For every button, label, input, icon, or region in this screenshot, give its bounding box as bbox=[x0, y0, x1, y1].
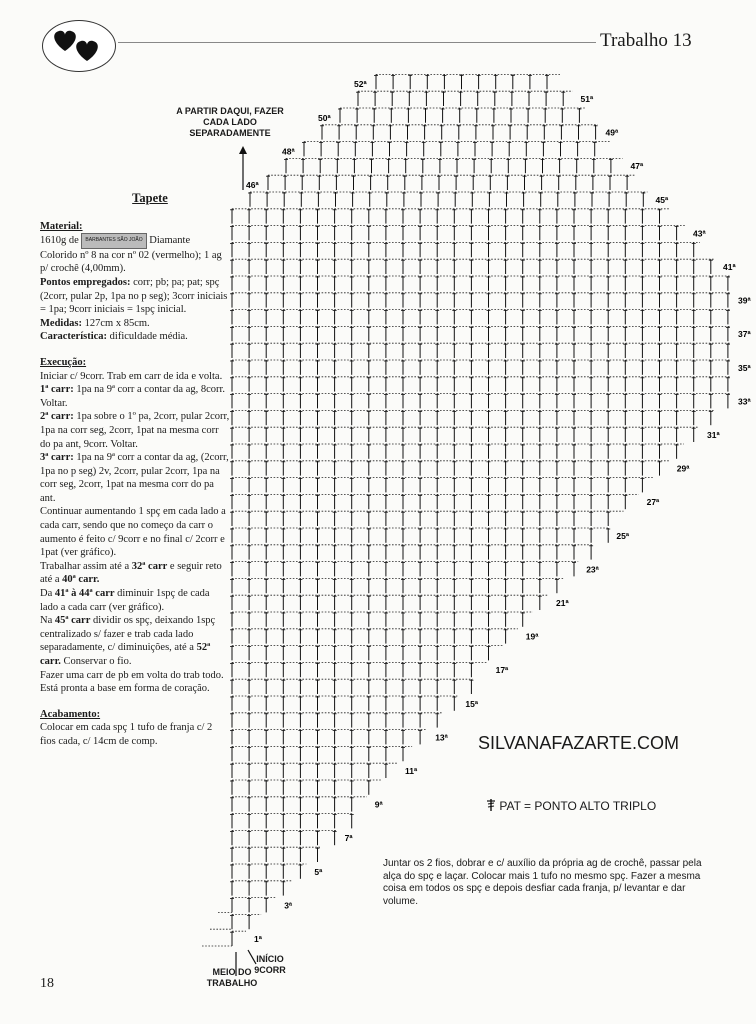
grid-row bbox=[230, 394, 730, 409]
grid-row bbox=[230, 914, 261, 929]
grid-row bbox=[230, 310, 730, 325]
grid-row bbox=[230, 763, 397, 778]
middle-label: MEIO DO TRABALHO bbox=[206, 967, 258, 988]
material-heading: Material: bbox=[40, 220, 83, 232]
row-label: 41ª bbox=[723, 262, 736, 272]
grid-row bbox=[230, 377, 730, 392]
grid-row bbox=[230, 713, 442, 728]
grid-row bbox=[230, 545, 593, 560]
row-label: 25ª bbox=[616, 530, 630, 541]
division-arrow-head bbox=[239, 146, 247, 154]
grid-row bbox=[266, 175, 635, 190]
row-label: 50ª bbox=[318, 112, 331, 123]
row-label: 43ª bbox=[693, 228, 706, 239]
grid-row bbox=[230, 209, 670, 224]
grid-row bbox=[320, 125, 598, 140]
row-label: 37ª bbox=[738, 329, 751, 340]
grid-row bbox=[230, 410, 714, 425]
grid-row bbox=[302, 142, 610, 157]
page-title: Trabalho 13 bbox=[600, 30, 692, 51]
grid-row bbox=[284, 158, 623, 173]
row-label: 3ª bbox=[284, 900, 293, 911]
row-label: 21ª bbox=[556, 598, 569, 608]
grid-row bbox=[230, 326, 730, 341]
row-label: 17ª bbox=[495, 665, 509, 676]
execution-heading: Execução: bbox=[40, 356, 87, 368]
grid-row bbox=[230, 343, 730, 358]
grid-row bbox=[230, 931, 246, 946]
grid-row bbox=[230, 478, 654, 493]
grid-row bbox=[230, 595, 548, 610]
grid-row bbox=[230, 847, 322, 862]
row-label: 29ª bbox=[676, 463, 690, 474]
page-number: 18 bbox=[40, 976, 54, 991]
grid-row bbox=[230, 276, 730, 291]
row-label: 49ª bbox=[605, 127, 619, 138]
grid-row bbox=[230, 461, 669, 476]
pat-symbol bbox=[486, 798, 496, 812]
row-label: 33ª bbox=[738, 396, 751, 407]
finish-heading: Acabamento: bbox=[40, 708, 101, 720]
top-note: A PARTIR DAQUI, FAZER CADA LADO SEPARADAMENTE bbox=[176, 106, 284, 138]
grid-row bbox=[230, 259, 715, 274]
row-label: 35ª bbox=[738, 362, 751, 373]
row-label: 48ª bbox=[282, 146, 295, 157]
grid-row bbox=[230, 746, 412, 761]
grid-row bbox=[230, 830, 337, 845]
grid-row bbox=[374, 74, 560, 89]
grid-row bbox=[230, 528, 610, 543]
row-label: 46ª bbox=[246, 180, 259, 190]
grid-row bbox=[230, 629, 518, 644]
grid-row bbox=[248, 192, 648, 207]
grid-row bbox=[230, 293, 730, 308]
row-label: 19ª bbox=[525, 631, 539, 642]
grid-row bbox=[230, 612, 533, 627]
legend bbox=[486, 798, 656, 813]
row-label: 5ª bbox=[314, 866, 323, 877]
grid-row bbox=[230, 797, 367, 812]
grid-row bbox=[230, 898, 276, 913]
row-label: 47ª bbox=[630, 161, 644, 172]
row-label: 23ª bbox=[586, 564, 599, 575]
row-label: 11ª bbox=[405, 766, 418, 776]
grid-row bbox=[230, 427, 699, 442]
start-steps bbox=[202, 912, 232, 946]
row-label: 1ª bbox=[254, 934, 262, 944]
start-label: INÍCIO 9CORR bbox=[254, 954, 286, 975]
row-label: 39ª bbox=[738, 295, 751, 306]
grid-row bbox=[230, 646, 503, 661]
row-label: 13ª bbox=[435, 732, 448, 743]
row-label: 51ª bbox=[580, 94, 594, 104]
row-label: 52ª bbox=[354, 79, 367, 90]
grid-row bbox=[230, 494, 639, 509]
grid-row bbox=[230, 242, 700, 257]
grid-row bbox=[230, 730, 427, 745]
row-label: 7ª bbox=[344, 833, 353, 844]
pattern-title: Tapete bbox=[132, 191, 168, 205]
material-text: 1610g de BARBANTES SÃO JOÃO Diamante Colorido nº 8 na cor nº 02 (vermelho); 1 ag p/ crochê (4,00mm). bbox=[40, 233, 230, 276]
pattern-text: Tapete Material: 1610g de BARBANTES SÃO JOÃO Diamante Colorido nº 8 na cor nº 02 (vermelho); 1 ag p/ crochê (4,00mm). Pontos empregados: corr; pb; pa; pat; spç (2corr, pular 2p, 1pa no p seg); 3corr iniciais = 1pa; 9corr iniciais = 1spç inicial. Medidas: 127cm x 85cm. Característica: dificuldade média. Execução: Iniciar c/ 9corr. Trab em carr de ida e volta. 1ª carr: 1pa na 9ª corr a contar da ag, 8corr. Voltar. 2ª carr: 1pa sobre o 1º pa, 2corr, pular 2corr, 1pa na corr seg, 2corr, 1pat na mesma corr do pa ant, 9corr. Voltar. 3ª carr: 1pa na 9ª corr a contar da ag, (2corr, 1pa no p seg) 2v, 2corr, pular 2corr, 1pa na corr seg, 2corr, 1pat na mesma corr do pa ant. Continuar aumentando 1 spç em cada lado a cada carr, sendo que no começo da carr o aumento é feito c/ 9corr e no final c/ 2corr e 1pat (ver gráfico). Trabalhar assim até a 32ª carr e seguir reto até a 40ª carr. Da 41ª à 44ª carr diminuir 1spç de cada lado a cada carr (ver gráfico). Na 45ª carr dividir os spç, deixando 1spç centralizado s/ fazer e trab cada lado separadamente, c/ diminuições, até a 52ª carr. Conservar o fio. Fazer uma carr de pb em volta do trab todo. Está pronta a base em forma de coração. Acabamento: Colocar em cada spç 1 tufo de franja c/ 2 fios cada, c/ 14cm de comp. bbox=[40, 191, 230, 747]
grid-row bbox=[230, 881, 291, 896]
watermark: SILVANAFAZARTE.COM bbox=[478, 733, 680, 753]
grid-row bbox=[230, 814, 354, 829]
row-label: 27ª bbox=[646, 497, 660, 508]
legend-text: PAT = PONTO ALTO TRIPLO bbox=[499, 799, 657, 813]
grid-row bbox=[230, 696, 457, 711]
grid-row bbox=[230, 662, 488, 677]
grid-row bbox=[230, 562, 578, 577]
brand-logo: BARBANTES SÃO JOÃO bbox=[81, 233, 146, 249]
grid-row bbox=[230, 679, 473, 694]
grid-row bbox=[230, 511, 624, 526]
grid-row bbox=[230, 360, 730, 375]
grid-row bbox=[230, 444, 684, 459]
grid-row bbox=[230, 578, 563, 593]
grid-row bbox=[356, 91, 573, 106]
row-label: 31ª bbox=[707, 430, 720, 440]
grid-row bbox=[338, 108, 585, 123]
row-label: 9ª bbox=[374, 799, 383, 810]
row-label: 15ª bbox=[465, 698, 479, 709]
row-label: 45ª bbox=[655, 194, 669, 205]
grid-rows bbox=[230, 74, 730, 946]
grid-row bbox=[230, 864, 306, 879]
grid-row bbox=[230, 780, 382, 795]
final-instructions: Juntar os 2 fios, dobrar e c/ auxílio da própria ag de crochê, passar pela alça do spç e laçar. Colocar mais 1 tufo no mesmo spç. Fazer a mesma coisa em todos os spç e depois desfiar cada franja, p/ levantar e dar volume. bbox=[383, 858, 702, 907]
grid-row bbox=[230, 226, 685, 241]
